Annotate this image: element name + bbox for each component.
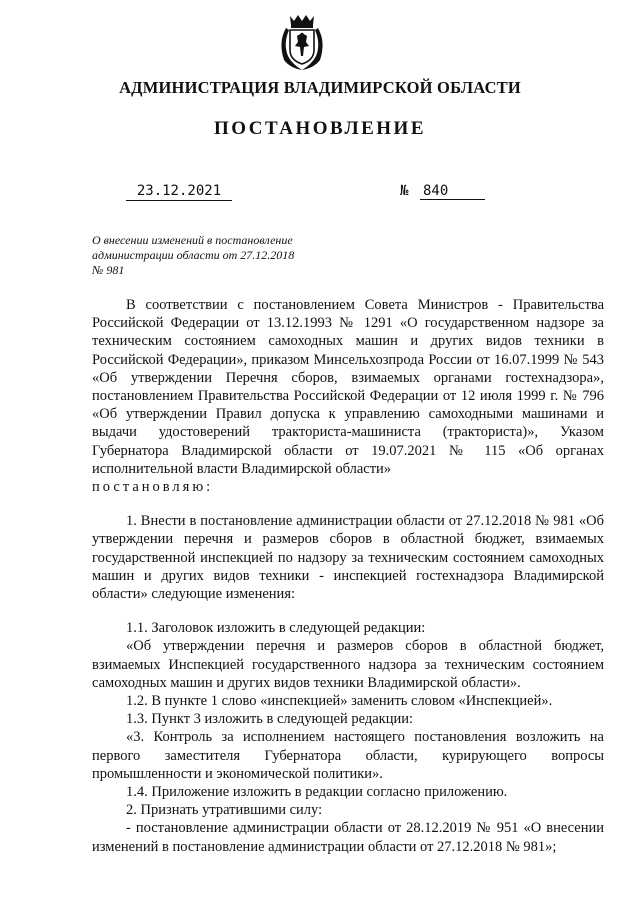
document-date: 23.12.2021 [126, 183, 232, 201]
item-1-2-paragraph: 1.2. В пункте 1 слово «инспекцией» заменить словом «Инспекцией». [126, 693, 553, 710]
coat-of-arms-emblem [276, 12, 328, 72]
item-1-1-heading: 1.1. Заголовок изложить в следующей редакции: [126, 620, 426, 637]
decree-word: постановляю: [92, 479, 214, 496]
subject-line-1: О внесении изменений в постановление [92, 233, 293, 247]
item-1-paragraph: 1. Внести в постановление администрации области от 27.12.2018 № 981 «Об утверждении перечня и размеров сборов в областной бюджет, взимаемых государственной инспекцией по надзору за техническим состоянием самоходных машин и других видов техники - инспекцией гостехнадзора Владимирской области» следующие изменения: [92, 513, 604, 603]
item-1-3-heading: 1.3. Пункт 3 изложить в следующей редакции: [126, 711, 414, 728]
subject-line-2: администрации области от 27.12.2018 [92, 248, 295, 262]
preamble-paragraph: В соответствии с постановлением Совета Министров - Правительства Российской Федерации от 13.12.1993 № 1291 «О государственном надзоре за техническим состоянием самоходных машин и других видов техники в Российской Федерации», приказом Минсельхозпрода России от 16.07.1999 № 543 «Об утверждении Перечня сборов, взимаемых органами гостехнадзора», постановлением Правительства Российской Федерации от 12 июля 1999 г. № 796 «Об утверждении Правил допуска к управлению самоходными машинами и выдачи удостоверений тракториста-машиниста (тракториста)», Указом Губернатора Владимирской области от 19.07.2021 № 115 «Об органах исполнительной власти Владимирской области» [92, 297, 604, 477]
item-2-a-paragraph: - постановление администрации области от 28.12.2019 № 951 «О внесении изменений в постановление администрации области от 27.12.2018 № 981»; [92, 820, 604, 855]
document-subject [92, 233, 294, 278]
item-1-4-paragraph: 1.4. Приложение изложить в редакции согласно приложению. [126, 784, 508, 801]
document-type-title: ПОСТАНОВЛЕНИЕ [213, 118, 427, 139]
document-body [92, 296, 604, 856]
item-1-3-text: «3. Контроль за исполнением настоящего постановления возложить на первого заместителя Губернатора области, курирующего вопросы промышленности и экономической политики». [92, 729, 604, 782]
item-2-heading: 2. Признать утратившими силу: [126, 802, 323, 819]
subject-line-3: № 981 [92, 263, 125, 277]
item-1-1-text: «Об утверждении перечня и размеров сборов в областной бюджет, взимаемых Инспекцией государственного надзора за техническим состоянием самоходных машин и других видов техники Владимирской области». [92, 638, 604, 691]
organization-name: АДМИНИСТРАЦИЯ ВЛАДИМИРСКОЙ ОБЛАСТИ [119, 78, 521, 97]
document-number-label: № [400, 183, 409, 199]
document-number: 840 [420, 183, 485, 200]
